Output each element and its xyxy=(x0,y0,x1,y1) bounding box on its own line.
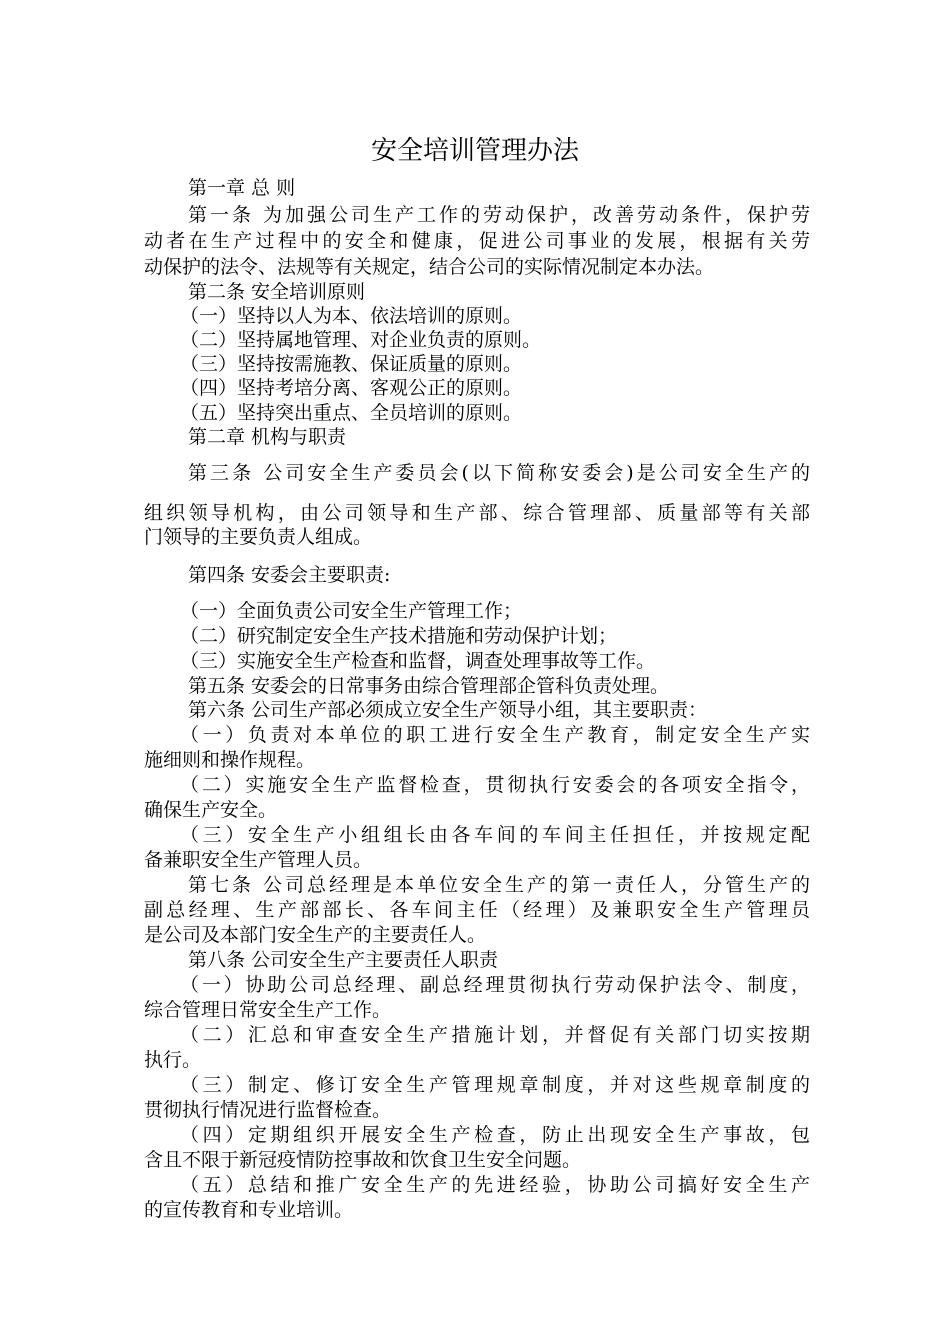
article-heading: 第八条 公司安全生产主要责任人职责 xyxy=(188,949,499,971)
list-item: 贯彻执行情况进行监督检查。 xyxy=(144,1099,392,1121)
article-line: 第三条 公司安全生产委员会(以下简称安委会)是公司安全生产的 xyxy=(188,462,810,484)
list-item: 的宣传教育和专业培训。 xyxy=(144,1199,354,1221)
list-item: 含且不限于新冠疫情防控事故和饮食卫生安全问题。 xyxy=(144,1149,582,1171)
article-heading: 第四条 安委会主要职责: xyxy=(188,564,391,586)
list-item: （二）研究制定安全生产技术措施和劳动保护计划； xyxy=(180,625,618,647)
list-item: （二）坚持属地管理、对企业负责的原则。 xyxy=(180,329,542,351)
article-line: 门领导的主要负责人组成。 xyxy=(144,526,373,548)
list-item: （四）坚持考培分离、客观公正的原则。 xyxy=(180,377,523,399)
list-item: （三）安全生产小组组长由各车间的车间主任担任，并按规定配 xyxy=(180,824,810,846)
list-item: （三）制定、修订安全生产管理规章制度，并对这些规章制度的 xyxy=(180,1074,810,1096)
list-item: 执行。 xyxy=(144,1049,202,1071)
article-line: 动者在生产过程中的安全和健康，促进公司事业的发展，根据有关劳 xyxy=(144,230,810,252)
article-line: 副总经理、生产部部长、各车间主任（经理）及兼职安全生产管理员 xyxy=(144,899,810,921)
list-item: （一）协助公司总经理、副总经理贯彻执行劳动保护法令、制度， xyxy=(180,974,810,996)
list-item: 备兼职安全生产管理人员。 xyxy=(144,849,373,871)
list-item: 综合管理日常安全生产工作。 xyxy=(144,999,392,1021)
article-line: 第五条 安委会的日常事务由综合管理部企管科负责处理。 xyxy=(188,675,670,697)
chapter-heading: 第二章 机构与职责 xyxy=(188,426,347,448)
article-line: 第七条 公司总经理是本单位安全生产的第一责任人，分管生产的 xyxy=(188,874,810,896)
article-line: 是公司及本部门安全生产的主要责任人。 xyxy=(144,924,487,946)
document-title: 安全培训管理办法 xyxy=(370,136,579,166)
chapter-heading: 第一章 总 则 xyxy=(188,177,296,199)
article-line: 第六条 公司生产部必须成立安全生产领导小组，其主要职责： xyxy=(188,699,708,721)
article-line: 动保护的法令、法规等有关规定，结合公司的实际情况制定本办法。 xyxy=(144,256,715,278)
article-line: 第一条 为加强公司生产工作的劳动保护，改善劳动条件，保护劳 xyxy=(188,204,810,226)
list-item: （一）负责对本单位的职工进行安全生产教育，制定安全生产实 xyxy=(180,724,810,746)
list-item: （五）总结和推广安全生产的先进经验，协助公司搞好安全生产 xyxy=(180,1174,810,1196)
list-item: （三）实施安全生产检查和监督，调查处理事故等工作。 xyxy=(180,650,656,672)
list-item: （一）坚持以人为本、依法培训的原则。 xyxy=(180,305,523,327)
list-item: （二）汇总和审查安全生产措施计划，并督促有关部门切实按期 xyxy=(180,1024,810,1046)
article-heading: 第二条 安全培训原则 xyxy=(188,281,366,303)
list-item: 施细则和操作规程。 xyxy=(144,749,316,771)
list-item: （二）实施安全生产监督检查，贯彻执行安委会的各项安全指令， xyxy=(180,774,810,796)
article-line: 组织领导机构，由公司领导和生产部、综合管理部、质量部等有关部 xyxy=(144,502,810,524)
list-item: （四）定期组织开展安全生产检查，防止出现安全生产事故，包 xyxy=(180,1124,810,1146)
list-item: 确保生产安全。 xyxy=(144,799,278,821)
list-item: （三）坚持按需施教、保证质量的原则。 xyxy=(180,353,523,375)
list-item: （一）全面负责公司安全生产管理工作； xyxy=(180,600,523,622)
list-item: （五）坚持突出重点、全员培训的原则。 xyxy=(180,402,523,424)
